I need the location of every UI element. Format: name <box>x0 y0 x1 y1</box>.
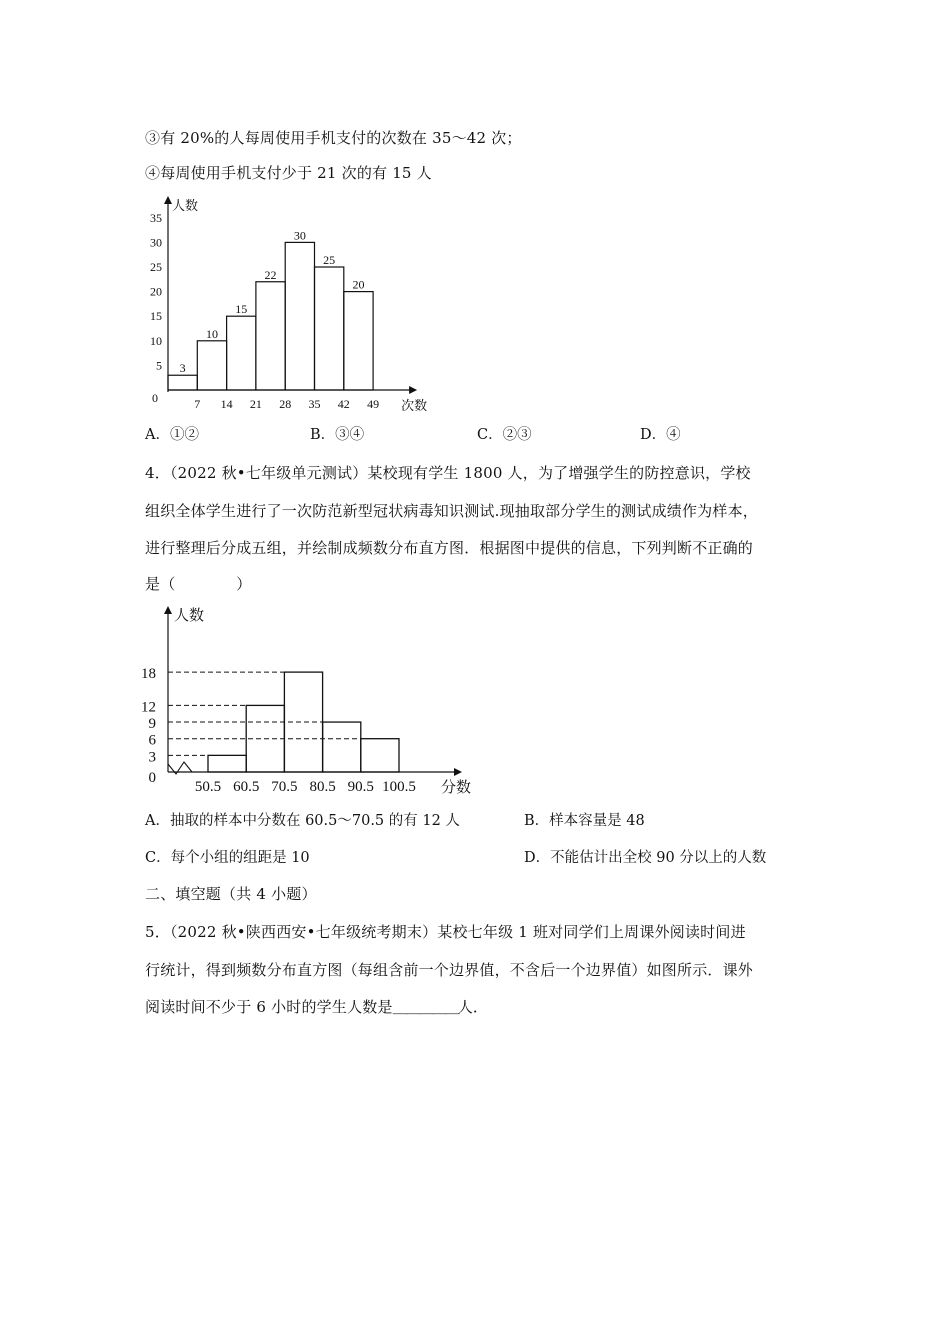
bar-data-label: 10 <box>205 326 218 341</box>
origin-label: 0 <box>152 391 158 405</box>
x-tick-label: 90.5 <box>347 779 374 795</box>
x-tick-label: 42 <box>337 397 350 411</box>
y-tick-label: 10 <box>150 333 162 348</box>
y-tick-label: 3 <box>148 749 156 766</box>
histogram-bar <box>197 341 226 390</box>
bar-data-label: 22 <box>264 267 277 282</box>
section-heading: 二、填空题（共 4 小题） <box>145 885 317 903</box>
x-tick-label: 100.5 <box>382 779 416 795</box>
y-tick-label: 6 <box>148 732 156 749</box>
q4-text-line-3: 进行整理后分成五组，并绘制成频数分布直方图．根据图中提供的信息，下列判断不正确的 <box>145 539 754 557</box>
y-axis-arrow <box>164 606 172 614</box>
x-axis-label: 分数 <box>441 780 472 796</box>
q5-answer-blank[interactable]: ＿＿＿＿＿ <box>392 998 458 1016</box>
q5-line-3-end: 人． <box>457 998 489 1016</box>
q4-text-line-2: 组织全体学生进行了一次防范新型冠状病毒知识测试.现抽取部分学生的测试成绩作为样本， <box>145 502 758 520</box>
q5-line-3-text: 阅读时间不少于 6 小时的学生人数是 <box>145 998 393 1016</box>
q4-text-line-1: 4．（2022 秋•七年级单元测试）某校现有学生 1800 人，为了增强学生的防控意识，学校 <box>145 464 751 482</box>
histogram-bar <box>227 316 256 390</box>
q5-text-line-2: 行统计，得到频数分布直方图（每组含前一个边界值，不含后一个边界值）如图所示．课外 <box>145 961 754 979</box>
x-tick-label: 70.5 <box>271 779 298 795</box>
histogram-bar <box>285 242 314 390</box>
x-tick-label: 14 <box>220 397 233 411</box>
histogram-bar <box>208 755 246 772</box>
bar-data-label: 15 <box>235 302 248 317</box>
q4-option-d[interactable]: D．不能估计出全校 90 分以上的人数 <box>524 850 767 866</box>
y-tick-label: 35 <box>150 210 162 225</box>
q3-statement-3: ③有 20%的人每周使用手机支付的次数在 35～42 次； <box>145 129 522 147</box>
histogram-bar <box>344 292 373 390</box>
bar-data-label: 20 <box>352 277 365 292</box>
origin-label: 0 <box>148 770 156 786</box>
x-tick-label: 50.5 <box>194 779 222 795</box>
y-tick-label: 12 <box>141 699 156 716</box>
payment-histogram <box>140 190 440 415</box>
q4-text-line-4: 是（ ） <box>145 575 252 593</box>
histogram-bar <box>361 739 399 772</box>
x-tick-label: 80.5 <box>309 779 336 795</box>
histogram-bar <box>315 267 344 390</box>
y-axis-arrow <box>164 196 172 204</box>
q3-option-b[interactable]: B．③④ <box>310 427 365 443</box>
histogram-bar <box>168 375 197 390</box>
y-axis-label: 人数 <box>172 198 199 213</box>
x-axis-arrow <box>409 386 417 394</box>
x-tick-label: 49 <box>367 397 380 411</box>
x-tick-label: 35 <box>308 397 321 411</box>
y-axis-label: 人数 <box>174 608 205 624</box>
q3-option-c[interactable]: C．②③ <box>477 427 532 443</box>
y-tick-label: 25 <box>150 260 162 274</box>
q3-statement-4: ④每周使用手机支付少于 21 次的有 15 人 <box>145 164 432 182</box>
q4-option-c[interactable]: C．每个小组的组距是 10 <box>145 850 310 866</box>
y-tick-label: 9 <box>148 716 156 733</box>
x-tick-label: 28 <box>279 397 292 411</box>
score-histogram <box>140 600 480 800</box>
bar-data-label: 3 <box>179 361 186 376</box>
y-tick-label: 5 <box>156 358 162 373</box>
histogram-bar <box>323 722 361 772</box>
x-axis-label: 次数 <box>401 398 428 413</box>
x-tick-label: 60.5 <box>233 779 260 795</box>
y-tick-label: 18 <box>141 666 156 683</box>
x-tick-label: 7 <box>194 397 201 411</box>
q3-option-d[interactable]: D．④ <box>640 427 681 443</box>
x-tick-label: 21 <box>249 397 262 411</box>
x-axis-arrow <box>454 768 462 776</box>
q4-option-b[interactable]: B．样本容量是 48 <box>524 813 645 829</box>
bar-data-label: 30 <box>293 228 306 243</box>
bar-data-label: 25 <box>323 253 336 267</box>
y-tick-label: 15 <box>150 309 162 324</box>
q5-text-line-3 <box>145 996 488 1017</box>
histogram-bar <box>256 282 285 390</box>
q4-option-a[interactable]: A．抽取的样本中分数在 60.5～70.5 的有 12 人 <box>145 813 460 829</box>
y-tick-label: 20 <box>150 284 162 299</box>
y-tick-label: 30 <box>150 235 162 250</box>
q5-text-line-1: 5．（2022 秋•陕西西安•七年级统考期末）某校七年级 1 班对同学们上周课外阅读时间进 <box>145 923 746 941</box>
q3-option-a[interactable]: A．①② <box>145 427 199 443</box>
